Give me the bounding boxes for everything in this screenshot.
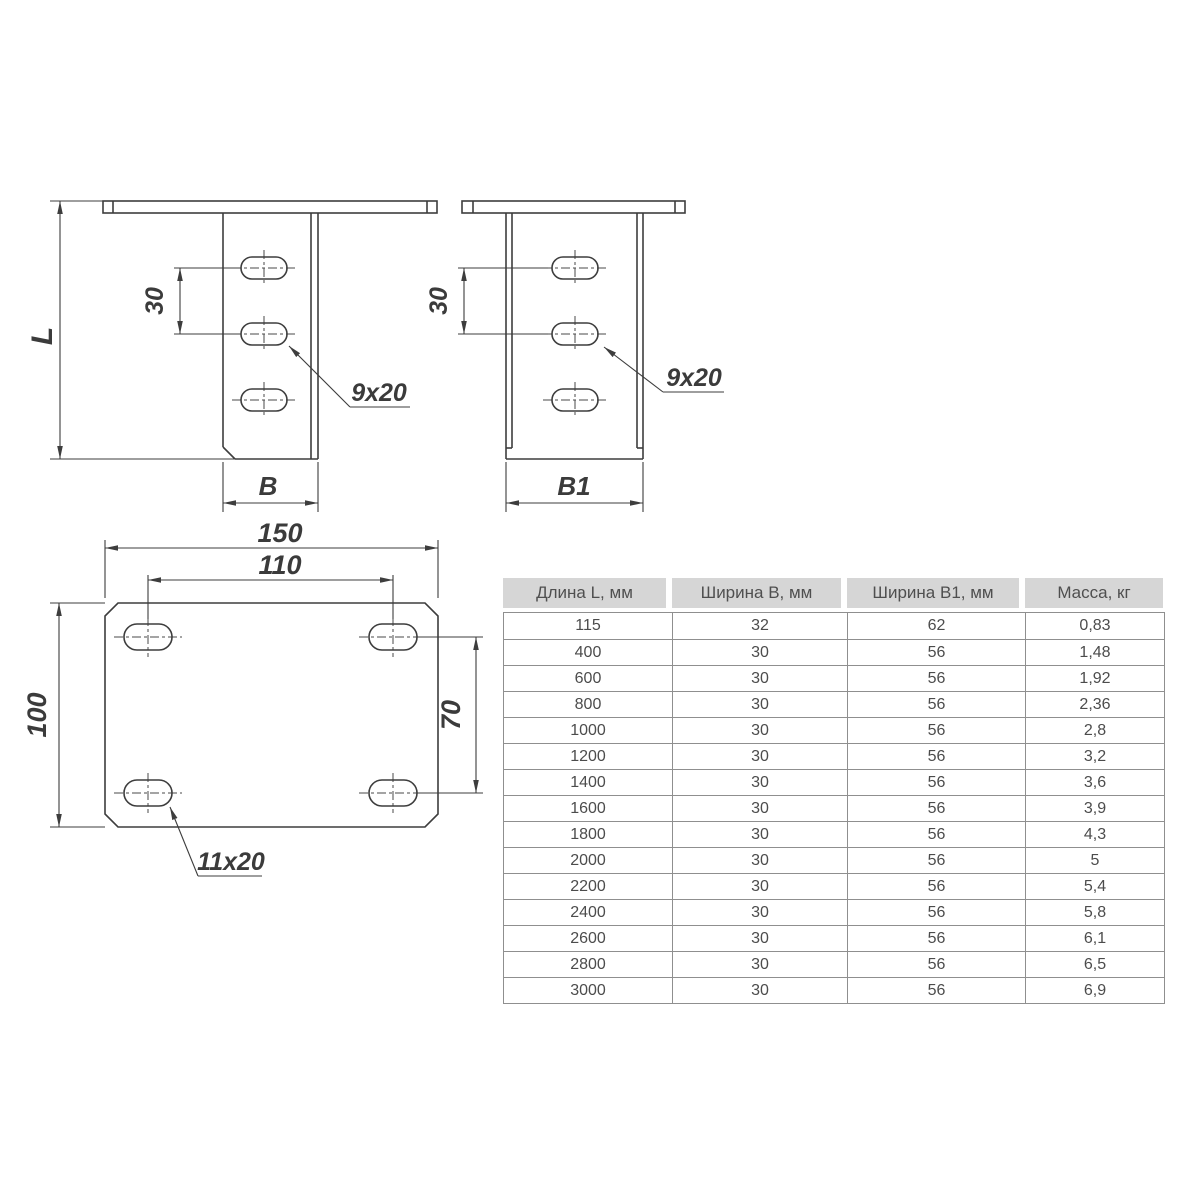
table-cell: 56 (848, 744, 1026, 769)
table-cell: 3,2 (1083, 748, 1107, 765)
table-row (504, 847, 1164, 873)
header-cell-width-b1: Ширина B1, мм (847, 578, 1025, 608)
table-body (503, 612, 1165, 1004)
table-cell: 56 (848, 926, 1026, 951)
table-cell: 56 (848, 796, 1026, 821)
table-cell: 30 (673, 952, 848, 977)
table-cell: 6,1 (1083, 930, 1107, 947)
table-cell: 56 (848, 874, 1026, 899)
table-cell: 56 (848, 978, 1026, 1003)
table-cell: 30 (673, 640, 848, 665)
slot-hole (543, 316, 607, 352)
table-cell: 800 (504, 692, 673, 717)
side-view (425, 201, 724, 512)
table-row (504, 925, 1164, 951)
table-row (504, 977, 1164, 1003)
table-row (504, 717, 1164, 743)
table-cell: 56 (848, 952, 1026, 977)
table-cell: 30 (673, 692, 848, 717)
table-cell: 56 (848, 718, 1026, 743)
dim-110-label: 110 (258, 550, 302, 580)
slot-hole (359, 773, 427, 813)
slot-size-label-front: 9x20 (351, 379, 407, 407)
dim-L-label: L (26, 326, 59, 346)
table-cell: 1200 (504, 744, 673, 769)
dim-30-label-front: 30 (141, 287, 169, 315)
table-cell: 30 (673, 718, 848, 743)
table-cell: 3,6 (1083, 774, 1107, 791)
slot-hole (359, 617, 427, 657)
front-view (26, 201, 437, 512)
dim-100-label: 100 (22, 692, 52, 738)
table-cell: 30 (673, 770, 848, 795)
table-cell: 56 (848, 640, 1026, 665)
table-cell: 400 (504, 640, 673, 665)
table-cell: 30 (673, 666, 848, 691)
dim-70-label: 70 (436, 699, 466, 731)
slot-hole (232, 250, 296, 286)
slot-hole (543, 382, 607, 418)
table-cell: 4,3 (1083, 826, 1107, 843)
table-cell: 3,9 (1083, 800, 1107, 817)
table-cell: 30 (673, 978, 848, 1003)
table-cell: 56 (848, 666, 1026, 691)
table-cell: 30 (673, 744, 848, 769)
table-cell: 2,36 (1079, 696, 1111, 713)
table-cell: 30 (673, 796, 848, 821)
table-row (504, 951, 1164, 977)
table-row (504, 665, 1164, 691)
size-table (503, 578, 1165, 1004)
table-cell: 1,92 (1079, 670, 1111, 687)
table-cell: 115 (504, 613, 673, 639)
table-cell: 30 (673, 848, 848, 873)
table-cell: 62 (848, 613, 1026, 639)
table-cell: 2,8 (1083, 722, 1107, 739)
table-cell: 32 (673, 613, 848, 639)
dim-B-label: B (258, 471, 278, 501)
table-header (503, 578, 1165, 608)
table-cell: 56 (848, 848, 1026, 873)
table-row (504, 613, 1164, 639)
table-cell: 600 (504, 666, 673, 691)
table-cell: 1600 (504, 796, 673, 821)
table-cell: 56 (848, 822, 1026, 847)
slot-size-label-plan: 11x20 (197, 848, 265, 876)
table-cell: 1800 (504, 822, 673, 847)
table-cell: 30 (673, 822, 848, 847)
table-row (504, 873, 1164, 899)
table-cell: 30 (673, 874, 848, 899)
table-row (504, 821, 1164, 847)
slot-hole (232, 382, 296, 418)
table-cell: 30 (673, 926, 848, 951)
dim-B1-label: B1 (557, 471, 591, 501)
slot-hole (114, 617, 182, 657)
table-cell: 2000 (504, 848, 673, 873)
table-cell: 2600 (504, 926, 673, 951)
top-plate-outline (462, 201, 685, 213)
table-cell: 1,48 (1079, 644, 1111, 661)
dim-30-label-side: 30 (425, 287, 453, 315)
dim-150-label: 150 (257, 518, 303, 548)
table-row (504, 743, 1164, 769)
table-cell: 56 (848, 900, 1026, 925)
table-row (504, 769, 1164, 795)
top-plate-outline (103, 201, 437, 213)
slot-hole (543, 250, 607, 286)
table-row (504, 691, 1164, 717)
table-cell: 1000 (504, 718, 673, 743)
table-cell: 5 (1090, 852, 1100, 869)
table-cell: 5,8 (1083, 904, 1107, 921)
header-cell-mass: Масса, кг (1025, 578, 1163, 608)
table-cell: 5,4 (1083, 878, 1107, 895)
header-cell-length: Длина L, мм (503, 578, 672, 608)
slot-hole (232, 316, 296, 352)
table-row (504, 795, 1164, 821)
header-cell-width-b: Ширина B, мм (672, 578, 847, 608)
table-cell: 1400 (504, 770, 673, 795)
plan-view (22, 518, 483, 876)
table-cell: 2400 (504, 900, 673, 925)
table-cell: 2200 (504, 874, 673, 899)
slot-hole (114, 773, 182, 813)
table-cell: 6,5 (1083, 956, 1107, 973)
table-row (504, 639, 1164, 665)
table-cell: 3000 (504, 978, 673, 1003)
table-cell: 0,83 (1079, 617, 1111, 634)
table-cell: 30 (673, 900, 848, 925)
table-cell: 6,9 (1083, 982, 1107, 999)
table-cell: 56 (848, 692, 1026, 717)
table-cell: 56 (848, 770, 1026, 795)
table-row (504, 899, 1164, 925)
slot-size-label-side: 9x20 (666, 364, 722, 392)
table-cell: 2800 (504, 952, 673, 977)
